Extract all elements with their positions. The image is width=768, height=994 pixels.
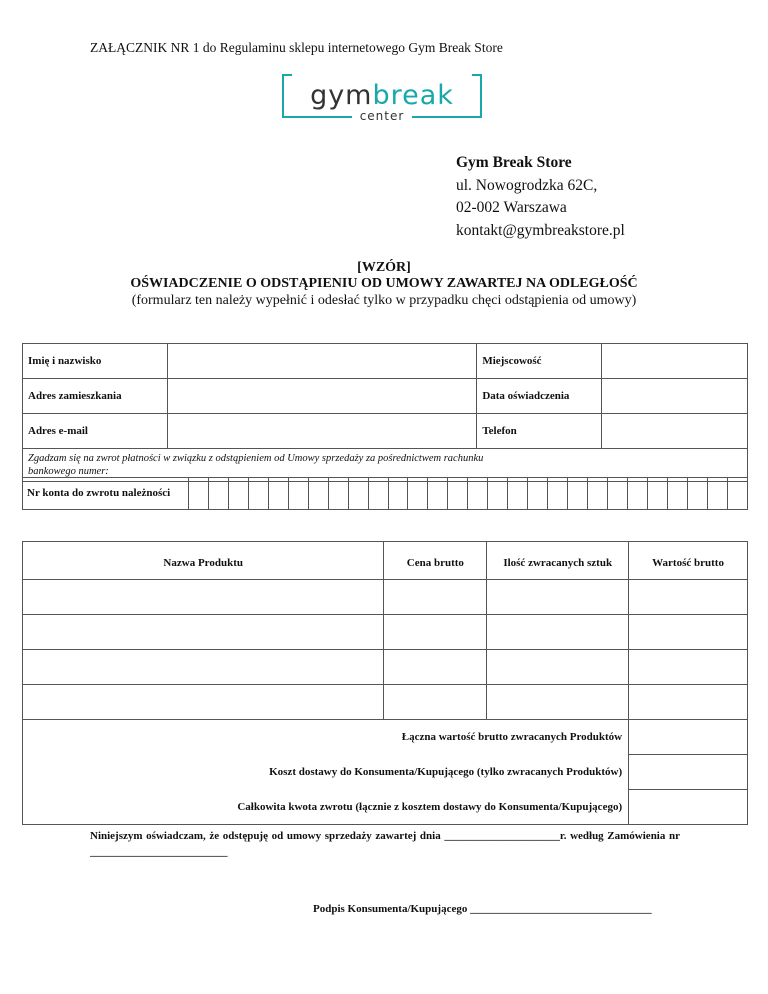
cell[interactable] bbox=[384, 685, 487, 720]
cell[interactable] bbox=[487, 615, 629, 650]
col-value: Wartość brutto bbox=[629, 542, 748, 580]
cell[interactable] bbox=[23, 650, 384, 685]
table-row bbox=[23, 685, 748, 720]
delivery-cost-field[interactable] bbox=[629, 755, 748, 790]
account-digit-box[interactable] bbox=[448, 478, 468, 510]
account-digit-box[interactable] bbox=[708, 478, 728, 510]
cell[interactable] bbox=[487, 685, 629, 720]
account-digit-box[interactable] bbox=[428, 478, 448, 510]
cell[interactable] bbox=[23, 580, 384, 615]
total-gross-field[interactable] bbox=[629, 720, 748, 755]
total-refund-field[interactable] bbox=[629, 790, 748, 825]
account-label: Nr konta do zwrotu należności bbox=[23, 478, 189, 510]
signature-line: Podpis Konsumenta/Kupującego _________________________________ bbox=[313, 903, 652, 915]
logo-sub: center bbox=[359, 109, 405, 123]
total-gross-label: Łączna wartość brutto zwracanych Produktów bbox=[23, 720, 629, 755]
cell[interactable] bbox=[384, 615, 487, 650]
account-digit-box[interactable] bbox=[268, 478, 288, 510]
account-digit-box[interactable] bbox=[468, 478, 488, 510]
cell[interactable] bbox=[23, 685, 384, 720]
col-product-name: Nazwa Produktu bbox=[23, 542, 384, 580]
city-field[interactable] bbox=[602, 344, 748, 379]
date-label: Data oświadczenia bbox=[477, 379, 602, 414]
account-digit-box[interactable] bbox=[388, 478, 408, 510]
account-digit-box[interactable] bbox=[608, 478, 628, 510]
customer-table bbox=[22, 343, 748, 482]
declaration: Niniejszym oświadczam, że odstępuję od umowy sprzedaży zawartej dnia _____________________r. według Zamówienia nr _________________________ bbox=[90, 830, 680, 858]
email-field[interactable] bbox=[167, 414, 476, 449]
phone-label: Telefon bbox=[477, 414, 602, 449]
delivery-cost-label: Koszt dostawy do Konsumenta/Kupującego (tylko zwracanych Produktów) bbox=[23, 755, 629, 790]
cell[interactable] bbox=[384, 650, 487, 685]
account-digit-box[interactable] bbox=[328, 478, 348, 510]
phone-field[interactable] bbox=[602, 414, 748, 449]
date-field[interactable] bbox=[602, 379, 748, 414]
account-digit-box[interactable] bbox=[348, 478, 368, 510]
attachment-title: ZAŁĄCZNIK NR 1 do Regulaminu sklepu internetowego Gym Break Store bbox=[90, 40, 503, 55]
store-address bbox=[456, 152, 625, 242]
cell[interactable] bbox=[629, 685, 748, 720]
table-row bbox=[23, 615, 748, 650]
cell[interactable] bbox=[629, 615, 748, 650]
page-title: OŚWIADCZENIE O ODSTĄPIENIU OD UMOWY ZAWARTEJ NA ODLEGŁOŚĆ bbox=[130, 276, 638, 291]
cell[interactable] bbox=[487, 650, 629, 685]
store-name: Gym Break Store bbox=[456, 154, 572, 171]
account-digit-box[interactable] bbox=[528, 478, 548, 510]
account-digit-box[interactable] bbox=[308, 478, 328, 510]
account-digit-box[interactable] bbox=[688, 478, 708, 510]
total-refund-label: Całkowita kwota zwrotu (łącznie z kosztem dostawy do Konsumenta/Kupującego) bbox=[23, 790, 629, 825]
page-subtitle: (formularz ten należy wypełnić i odesłać tylko w przypadku chęci odstąpienia od umowy) bbox=[131, 293, 637, 308]
cell[interactable] bbox=[629, 580, 748, 615]
account-digit-box[interactable] bbox=[408, 478, 428, 510]
table-row bbox=[23, 650, 748, 685]
account-digit-box[interactable] bbox=[508, 478, 528, 510]
refund-consent-text: Zgadzam się na zwrot płatności w związku z odstąpieniem od Umowy sprzedaży za pośrednictwem rachunku bankowego numer: bbox=[28, 453, 484, 477]
col-quantity: Ilość zwracanych sztuk bbox=[487, 542, 629, 580]
store-street: ul. Nowogrodzka 62C, bbox=[456, 176, 598, 194]
account-digit-box[interactable] bbox=[488, 478, 508, 510]
logo-word: gymbreak bbox=[310, 80, 454, 111]
name-label: Imię i nazwisko bbox=[23, 344, 168, 379]
name-field[interactable] bbox=[167, 344, 476, 379]
account-digit-box[interactable] bbox=[188, 478, 208, 510]
account-digit-box[interactable] bbox=[628, 478, 648, 510]
store-logo bbox=[282, 74, 482, 124]
account-table bbox=[22, 477, 748, 510]
table-row bbox=[23, 580, 748, 615]
account-digit-box[interactable] bbox=[248, 478, 268, 510]
email-label: Adres e-mail bbox=[23, 414, 168, 449]
account-digit-box[interactable] bbox=[288, 478, 308, 510]
account-digit-box[interactable] bbox=[648, 478, 668, 510]
account-digit-box[interactable] bbox=[727, 478, 747, 510]
products-table bbox=[22, 541, 748, 825]
city-label: Miejscowość bbox=[477, 344, 602, 379]
account-digit-box[interactable] bbox=[368, 478, 388, 510]
template-label: [WZÓR] bbox=[357, 260, 411, 275]
cell[interactable] bbox=[487, 580, 629, 615]
account-digit-box[interactable] bbox=[228, 478, 248, 510]
address-label: Adres zamieszkania bbox=[23, 379, 168, 414]
account-digit-box[interactable] bbox=[588, 478, 608, 510]
store-email: kontakt@gymbreakstore.pl bbox=[456, 221, 625, 239]
account-digit-box[interactable] bbox=[208, 478, 228, 510]
address-field[interactable] bbox=[167, 379, 476, 414]
cell[interactable] bbox=[384, 580, 487, 615]
store-city: 02-002 Warszawa bbox=[456, 199, 567, 216]
cell[interactable] bbox=[629, 650, 748, 685]
account-digit-box[interactable] bbox=[568, 478, 588, 510]
cell[interactable] bbox=[23, 615, 384, 650]
account-digit-box[interactable] bbox=[668, 478, 688, 510]
account-digit-box[interactable] bbox=[548, 478, 568, 510]
col-price: Cena brutto bbox=[384, 542, 487, 580]
